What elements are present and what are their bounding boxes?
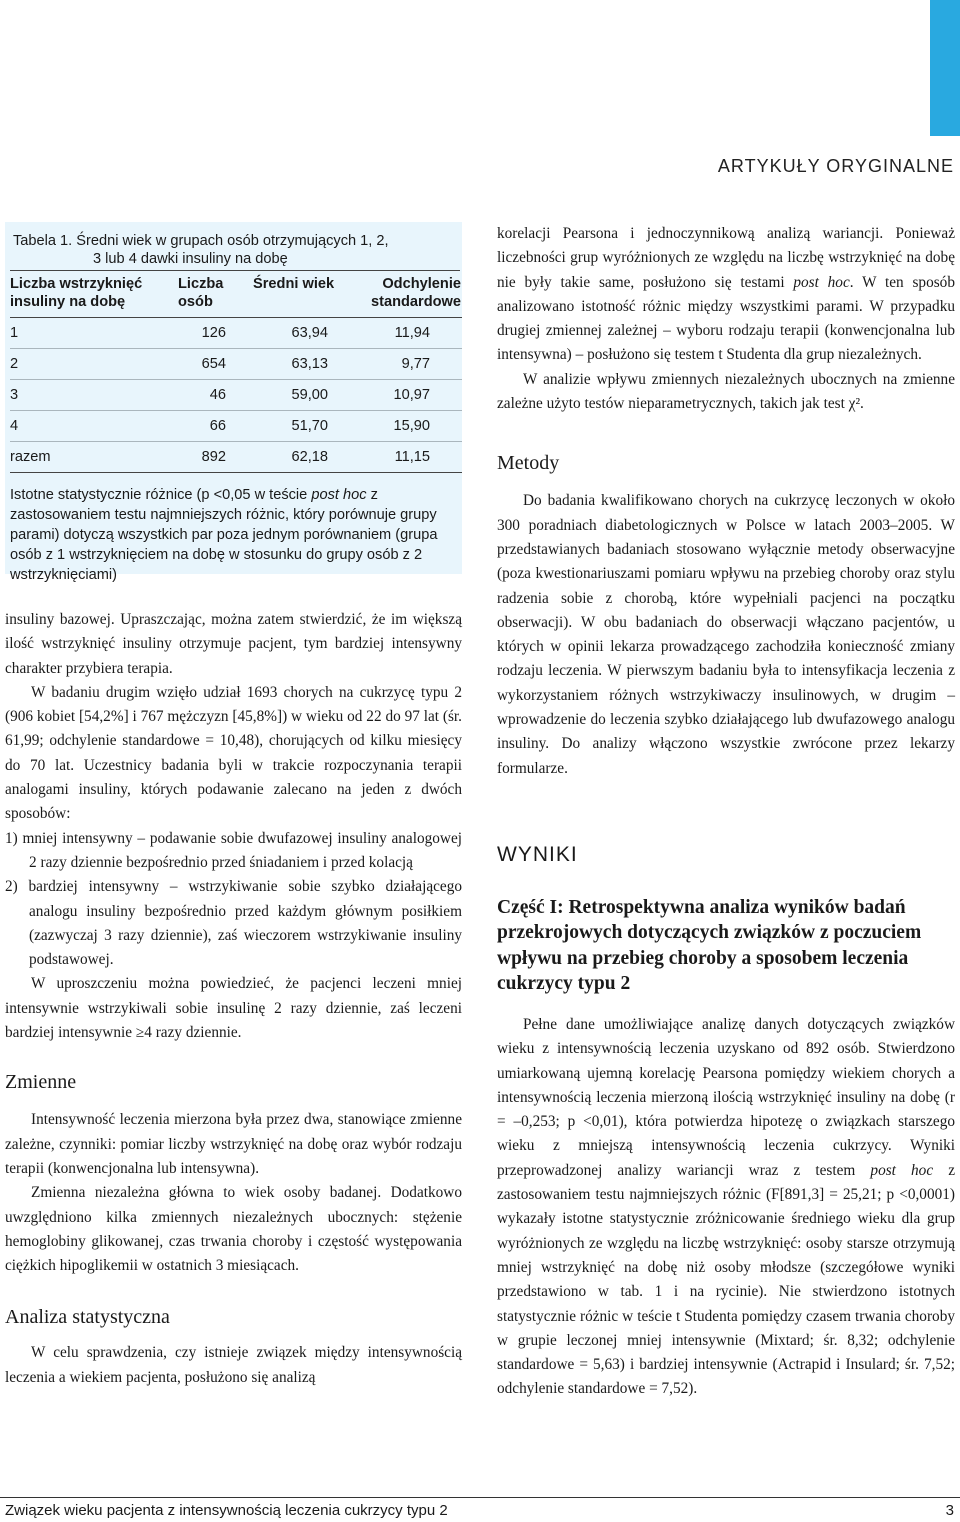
- table-row: [10, 317, 462, 348]
- accent-tab: [930, 0, 960, 136]
- table-cell: 654: [201, 356, 226, 372]
- paragraph: W uproszczeniu można powiedzieć, że pacjenci leczeni mniej intensywnie wstrzykiwali sobie insulinę 2 razy dziennie, zaś leczeni bardziej intensywnie ≥4 razy dziennie.: [5, 975, 462, 1042]
- footer-rule: [0, 1497, 960, 1498]
- table-cell: razem: [10, 449, 51, 465]
- table-cell: 59,00: [291, 387, 328, 403]
- paragraph-text: korelacji Pearsona i jednoczynnikową analizą wariancji. Ponieważ liczebności grup wyróżnionych ze względu na liczbę wstrzyknięć na dobę nie były takie same, posłużono się testami: [497, 225, 955, 291]
- table-cell: 10,97: [393, 387, 430, 403]
- heading-czesc-1: Część I: Retrospektywna analiza wyników badań przekrojowych dotyczących związków z poczuciem wpływu na przebieg choroby a sposobem leczenia cukrzycy typu 2: [497, 896, 922, 995]
- paragraph-italic: post hoc: [793, 273, 850, 291]
- table-cell: 11,15: [394, 449, 430, 465]
- left-body-3: [5, 1341, 462, 1390]
- table-caption: [10, 232, 462, 268]
- table-header-sd: Odchylenie standardowe: [370, 276, 461, 310]
- paragraph-text: Pełne dane umożliwiające analizę danych dotyczących związków wieku z intensywnością leczenia uzyskano od 892 osób. Stwierdzono umiarkowaną ujemną korelację Pearsona pomiędzy wiekiem chorych a intensywnością leczenia mierzoną ilością wstrzyknięć insuliny na dobę (r = –0,253; p <0,01), która potwierdza hipotezę o związkach starszego wieku z mniejszą intensywnością leczenia cukrzycy. Wyniki przeprowadzonej analizy wariancji wraz z testem: [497, 1015, 955, 1179]
- right-body-2: [497, 489, 955, 781]
- footer-title: Związek wieku pacjenta z intensywnością leczenia cukrzycy typu 2: [5, 1502, 448, 1519]
- table-cell: 63,13: [291, 356, 328, 372]
- table-cell: 3: [10, 387, 19, 403]
- table-cell: 1: [10, 325, 19, 341]
- table-top-rule: [10, 270, 460, 271]
- list-item: 2) bardziej intensywny – wstrzykiwanie sobie szybko działającego analogu insuliny bezpośrednio przed każdym głównym posiłkiem (zazwyczaj 3 razy dziennie), zaś wieczorem wstrzykiwanie insuliny podstawowej.: [5, 878, 462, 969]
- right-body: [497, 222, 955, 416]
- paragraph-italic: post hoc: [870, 1161, 934, 1179]
- heading-analiza: Analiza statystyczna: [5, 1306, 170, 1329]
- list-item: 1) mniej intensywny – podawanie sobie dwufazowej insuliny analogowej 2 razy dziennie bezpośrednio przed śniadaniem i przed kolacją: [5, 829, 462, 871]
- table-caption-line-2: 3 lub 4 dawki insuliny na dobę: [93, 251, 288, 267]
- right-body-3: [497, 1013, 955, 1402]
- table-cell: 892: [201, 449, 226, 465]
- paragraph: insuliny bazowej. Upraszczając, można zatem stwierdzić, że im większą ilość wstrzyknięć insuliny otrzymuje pacjent, tym bardziej intensywny charakter przybiera terapia.: [5, 611, 462, 677]
- heading-zmienne: Zmienne: [5, 1071, 77, 1094]
- table-cell: 9,77: [401, 356, 430, 372]
- paragraph: W badaniu drugim wzięło udział 1693 chorych na cukrzycę typu 2 (906 kobiet [54,2%] i 767 mężczyzn [45,8%]) w wieku od 22 do 97 lat (śr. 61,99; odchylenie standardowe = 10,48), chorujących od kilku miesięcy do 70 lat. Uczestnicy badania byli w trakcie rozpoczynania terapii analogami insuliny, których podawanie zalecano na jeden z dwóch sposobów:: [5, 683, 462, 823]
- left-column: [5, 222, 462, 1390]
- paragraph: W analizie wpływu zmiennych niezależnych ubocznych na zmienne zależne użyto testów nieparametrycznych, takich jak test χ².: [497, 370, 955, 413]
- table-header-injections: Liczba wstrzyknięć insuliny na dobę: [10, 276, 143, 310]
- table-cell: 63,94: [291, 325, 328, 341]
- table-cell: 62,18: [291, 449, 328, 465]
- table-cell: 11,94: [394, 325, 430, 341]
- paragraph: [497, 1013, 955, 1402]
- right-column: [497, 222, 955, 1402]
- paragraph: [497, 222, 955, 368]
- table-row: [10, 379, 462, 410]
- paragraph: Zmienna niezależna główna to wiek osoby badanej. Dodatkowo uwzględniono kilka zmiennych niezależnych ubocznych: stężenie hemoglobiny glikowanej, czas trwania choroby i częstość występowania ciężkich hipoglikemii w ostatnich 3 miesiącach.: [5, 1184, 462, 1275]
- table-note-italic: post hoc: [311, 487, 367, 503]
- section-header: ARTYKUŁY ORYGINALNE: [717, 156, 954, 176]
- paragraph: Intensywność leczenia mierzona była przez dwa, stanowiące zmienne zależne, czynniki: pomiar liczby wstrzyknięć na dobę oraz wybór rodzaju terapii (konwencjonalna lub intensywna).: [5, 1111, 462, 1177]
- paragraph: Do badania kwalifikowano chorych na cukrzycę leczonych w około 300 poradniach diabetologicznych w Polsce w latach 2003–2005. W przedstawianych badaniach stosowano wyłącznie metody obserwacyjne (poza kwestionariuszami pomiaru wpływu na przebieg choroby oraz stylu radzenia sobie z chorobą, które wypełniali pacjenci na początku obserwacji). W obu badaniach do obserwacji włączano pacjentów, u których w opinii lekarza prowadzącego zachodziła konieczność zmiany rodzaju leczenia. W pierwszym badaniu była to intensyfikacja leczenia z wykorzystaniem różnych wstrzykiwaczy insulinowych, w drugim – wprowadzenie do leczenia szybko działającego lub dwufazowego analogu insuliny. Do analizy włączono wszystkie zwrócone przez lekarzy formularze.: [497, 492, 955, 777]
- table-cell: 126: [201, 325, 226, 341]
- table-1: [5, 222, 462, 583]
- page-number: 3: [945, 1502, 954, 1519]
- paragraph: W celu sprawdzenia, czy istnieje związek między intensywnością leczenia a wiekiem pacjenta, posłużono się analizą: [5, 1344, 462, 1386]
- heading-metody: Metody: [497, 452, 560, 475]
- table-cell: 66: [209, 418, 226, 434]
- table-header-count: Liczba osób: [178, 276, 224, 310]
- left-body-2: [5, 1108, 462, 1278]
- table-row: [10, 410, 462, 441]
- table-note-text: Istotne statystycznie różnice (p <0,05 w teście: [10, 487, 312, 503]
- table-cell: 51,70: [291, 418, 328, 434]
- section-title-wyniki: WYNIKI: [497, 842, 578, 866]
- table-cell: 15,90: [393, 418, 430, 434]
- table-header-mean-age: Średni wiek: [253, 276, 335, 292]
- table-note: [10, 485, 462, 585]
- table-cell: 4: [10, 418, 19, 434]
- table-body: [10, 317, 462, 473]
- table-note-text-2: z zastosowaniem testu najmniejszych różnic, który porównuje grupy parami) dotyczą wszystkich par poza jednym porównaniem (grupa osób z 1 wstrzyknięciem na dobę w stosunku do grupy osób z 2 wstrzyknięciami): [10, 487, 438, 583]
- left-body: [5, 608, 462, 1045]
- table-row: [10, 348, 462, 379]
- paragraph-text-2: . W ten sposób analizowano istotność różnic między wszystkimi parami. W przypadku drugiej zmiennej zależnej – wyboru rodzaju terapii (konwencjonalna lub intensywna) – posłużono się testem t Studenta dla grup niezależnych.: [497, 273, 955, 364]
- table-cell: 46: [209, 387, 226, 403]
- table-caption-line-1: Tabela 1. Średni wiek w grupach osób otrzymujących 1, 2,: [13, 233, 389, 249]
- table-row-total: [10, 441, 462, 473]
- table-header-row: [10, 275, 462, 311]
- table-cell: 2: [10, 356, 19, 372]
- paragraph-text-2: z zastosowaniem testu najmniejszych różnic (F[891,3] = 25,21; p <0,0001) wykazały istotne statystycznie zróżnicowanie średniego wieku dla grup wyróżnionych ze względu na liczbę wstrzyknięć: osoby starsze otrzymują mniej wstrzyknięć na dobę niż osoby młodsze (szczegółowe wyniki przedstawiono w tab. 1 i na rycinie). Nie stwierdzono istotnych statystycznie różnic w teście t Studenta pomiędzy czasem trwania choroby w grupie leczonej mniej intensywnie (Mixtard; śr. 8,32; odchylenie standardowe = 5,63) i bardziej intensywnie (Actrapid i Insulard; śr. 7,52; odchylenie standardowe = 7,52).: [497, 1161, 955, 1398]
